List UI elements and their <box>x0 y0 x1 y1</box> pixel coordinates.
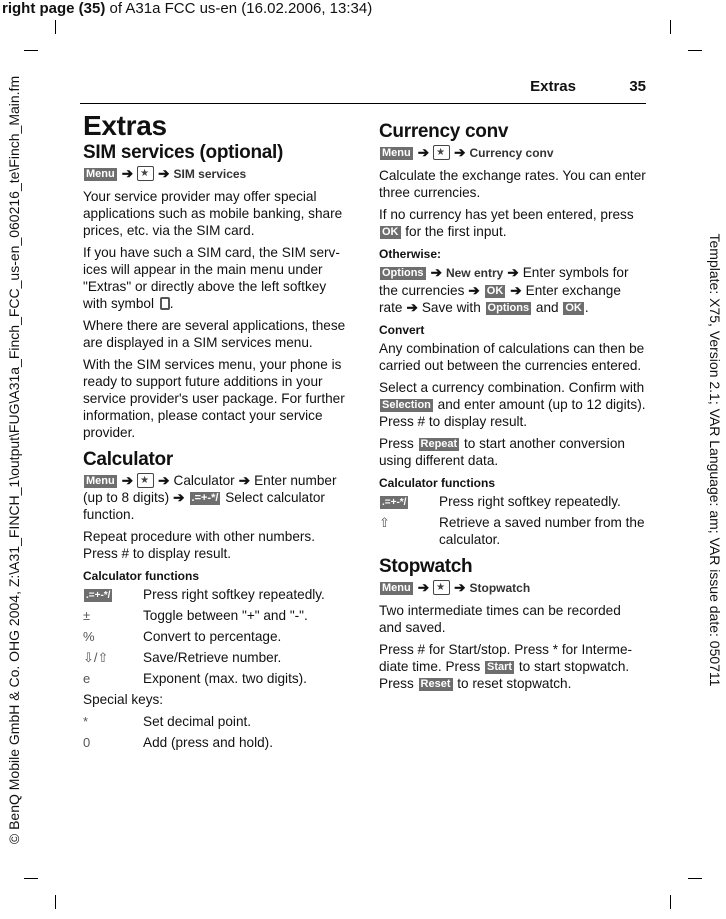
text: and <box>532 300 563 315</box>
section-heading: Calculator <box>83 449 173 470</box>
crop-mark <box>670 895 671 909</box>
function-description: Toggle between "+" and "-". <box>143 608 308 623</box>
function-row <box>83 586 351 603</box>
arrow-icon: ➔ <box>468 283 480 298</box>
text: If no currency has yet been entered, press <box>379 207 634 222</box>
function-key <box>83 628 143 645</box>
function-key <box>83 607 143 624</box>
function-description: Convert to percentage. <box>143 629 282 644</box>
extras-icon <box>433 580 450 595</box>
paragraph <box>379 206 647 240</box>
softkey-options: Options <box>382 267 424 279</box>
text: and enter amount (up to 12 digits). Press # to display result. <box>379 397 646 429</box>
arrow-icon: ➔ <box>121 473 134 488</box>
section-heading: Stopwatch <box>379 556 473 577</box>
paragraph <box>379 144 647 162</box>
softkey-selection: Selection <box>382 399 431 411</box>
crop-mark <box>688 50 702 51</box>
arrow-icon: ➔ <box>417 145 430 160</box>
section-heading: Currency conv <box>379 121 509 142</box>
softkey-: .=+-*/ <box>382 497 407 508</box>
text: Press <box>379 436 418 451</box>
extras-icon <box>433 145 450 160</box>
paragraph <box>379 167 647 201</box>
menu-item-name: New entry <box>445 266 504 280</box>
softkey-menu: Menu <box>382 582 411 594</box>
menu-item-name: SIM services <box>173 167 247 181</box>
header-section: Extras <box>530 78 576 95</box>
function-description: Exponent (max. two digits). <box>143 671 307 686</box>
menu-item-name: Currency conv <box>469 146 554 160</box>
paragraph <box>83 691 351 708</box>
text: Enter exchange rate <box>379 283 621 315</box>
crop-mark <box>24 878 38 879</box>
paragraph <box>379 264 647 316</box>
text: Calculator <box>173 473 235 488</box>
text: Enter symbols for the currencies <box>379 265 629 298</box>
text: Calculate the exchange rates. You can enter three currencies. <box>379 168 646 200</box>
softkey-repeat: Repeat <box>420 438 458 450</box>
text: Select a currency combination. Confirm with <box>379 380 645 395</box>
function-row <box>83 713 351 730</box>
text: Enter number (up to 8 digits) <box>83 473 337 505</box>
function-description: Press right softkey repeatedly. <box>439 494 621 509</box>
text: Press # for Start/stop. Press * for Interme-diate time. Press <box>379 642 633 674</box>
paragraph <box>83 317 351 351</box>
function-description: Save/Retrieve number. <box>143 650 282 665</box>
subheading: Calculator functions <box>379 476 496 490</box>
arrow-icon: ➔ <box>238 473 251 488</box>
subheading: Convert <box>379 323 425 337</box>
softkey-ok: OK <box>565 302 582 314</box>
subheading: Otherwise: <box>379 247 442 261</box>
function-row <box>83 628 351 645</box>
paragraph <box>379 579 647 597</box>
softkey-: .=+-*/ <box>86 590 111 601</box>
page-number: 35 <box>629 78 646 95</box>
right-column <box>379 113 647 697</box>
text: Repeat procedure with other numbers. Press # to display result. <box>83 529 315 561</box>
text: Where there are several applications, these are displayed in a SIM services menu. <box>83 318 346 350</box>
crop-mark <box>670 20 671 34</box>
extras-icon <box>137 166 154 181</box>
text: to start another conversion using different data. <box>379 436 625 468</box>
arrow-icon: ➔ <box>173 490 185 505</box>
paragraph <box>83 472 351 523</box>
function-key <box>83 734 143 751</box>
crop-mark <box>55 20 56 34</box>
text: Any combination of calculations can then be carried out between the currencies entered. <box>379 341 645 373</box>
document-meta <box>2 0 372 17</box>
key-symbol: e <box>83 671 91 686</box>
page-title: Extras <box>83 110 167 141</box>
template-sidebar: Template: X75, Version 2.1; VAR Language: am; VAR issue date: 050711 <box>707 233 723 687</box>
paragraph <box>379 602 647 636</box>
arrow-icon: ➔ <box>406 300 418 315</box>
extras-icon <box>137 473 154 488</box>
paragraph <box>379 379 647 430</box>
key-symbol: ⇧ <box>379 515 390 530</box>
text: Your service provider may offer special applications such as mobile banking, share prices, etc. via the SIM card. <box>83 189 343 238</box>
softkey-menu: Menu <box>86 168 115 180</box>
function-key <box>83 670 143 687</box>
key-symbol: % <box>83 629 95 644</box>
paragraph <box>83 528 351 562</box>
running-header <box>80 76 646 104</box>
function-key <box>379 493 439 510</box>
function-key <box>83 586 143 603</box>
sim-card-icon <box>160 297 170 310</box>
crop-mark <box>24 50 38 51</box>
key-symbol: ± <box>83 608 91 623</box>
subheading: Calculator functions <box>83 569 200 583</box>
arrow-icon: ➔ <box>417 580 430 595</box>
arrow-icon: ➔ <box>430 265 442 280</box>
text: Select calculator function. <box>83 490 325 522</box>
function-row <box>83 670 351 687</box>
paragraph <box>379 340 647 374</box>
paragraph <box>83 188 351 239</box>
paragraph <box>83 356 351 441</box>
paragraph <box>83 165 351 183</box>
arrow-icon: ➔ <box>454 145 466 160</box>
arrow-icon: ➔ <box>454 580 466 595</box>
paragraph <box>379 435 647 469</box>
arrow-icon: ➔ <box>507 265 519 280</box>
left-column <box>83 110 351 755</box>
arrow-icon: ➔ <box>158 166 170 181</box>
softkey-options: Options <box>487 302 530 314</box>
text: If you have such a SIM card, the SIM serv-ices will appear in the main menu under "Extras" or directly above the left softkey with symbol <box>83 245 340 311</box>
text: to start stopwatch. Press <box>379 659 630 691</box>
paragraph <box>83 244 351 312</box>
crop-mark <box>55 895 56 909</box>
text: . <box>584 300 589 315</box>
text: With the SIM services menu, your phone is ready to support future additions in your service provider's user package. For further information, please contact your service provider. <box>83 357 345 440</box>
function-description: Retrieve a saved number from the calculator. <box>439 515 645 547</box>
text: . <box>169 296 174 311</box>
function-row <box>379 493 647 510</box>
function-key <box>83 713 143 730</box>
text: Two intermediate times can be recorded and saved. <box>379 603 621 635</box>
meta-info: of A31a FCC us-en (16.02.2006, 13:34) <box>105 0 373 17</box>
text: for the first input. <box>401 224 507 239</box>
softkey-menu: Menu <box>382 147 411 159</box>
section-heading: SIM services (optional) <box>83 142 284 163</box>
softkey-reset: Reset <box>420 678 451 690</box>
softkey-start: Start <box>487 661 513 673</box>
key-symbol: ⇩/⇧ <box>83 650 109 665</box>
arrow-icon: ➔ <box>121 166 134 181</box>
function-description: Press right softkey repeatedly. <box>143 587 325 602</box>
softkey-ok: OK <box>382 226 399 238</box>
crop-mark <box>688 878 702 879</box>
function-row <box>83 649 351 666</box>
menu-item-name: Stopwatch <box>469 581 531 595</box>
paragraph <box>379 641 647 692</box>
function-key <box>379 514 439 548</box>
meta-page: right page (35) <box>2 0 106 17</box>
text: Save with <box>421 300 485 315</box>
arrow-icon: ➔ <box>158 473 170 488</box>
function-row <box>379 514 647 548</box>
text: to reset stopwatch. <box>453 676 572 691</box>
function-description: Set decimal point. <box>143 714 252 729</box>
function-key <box>83 649 143 666</box>
softkey-ok: OK <box>486 285 504 297</box>
arrow-icon: ➔ <box>510 283 522 298</box>
key-symbol: * <box>83 714 89 729</box>
key-symbol: 0 <box>83 735 91 750</box>
softkey-: .=+-*/ <box>191 492 219 504</box>
function-row <box>83 734 351 751</box>
text: Special keys: <box>83 692 164 707</box>
copyright-sidebar: © BenQ Mobile GmbH & Co. OHG 2004, Z:\A31_FINCH_1\output\FUG\A31a_Finch_FCC_us-en_060216_te\Finch_Main.fm <box>6 75 22 845</box>
softkey-menu: Menu <box>86 475 115 487</box>
function-description: Add (press and hold). <box>143 735 273 750</box>
function-row <box>83 607 351 624</box>
